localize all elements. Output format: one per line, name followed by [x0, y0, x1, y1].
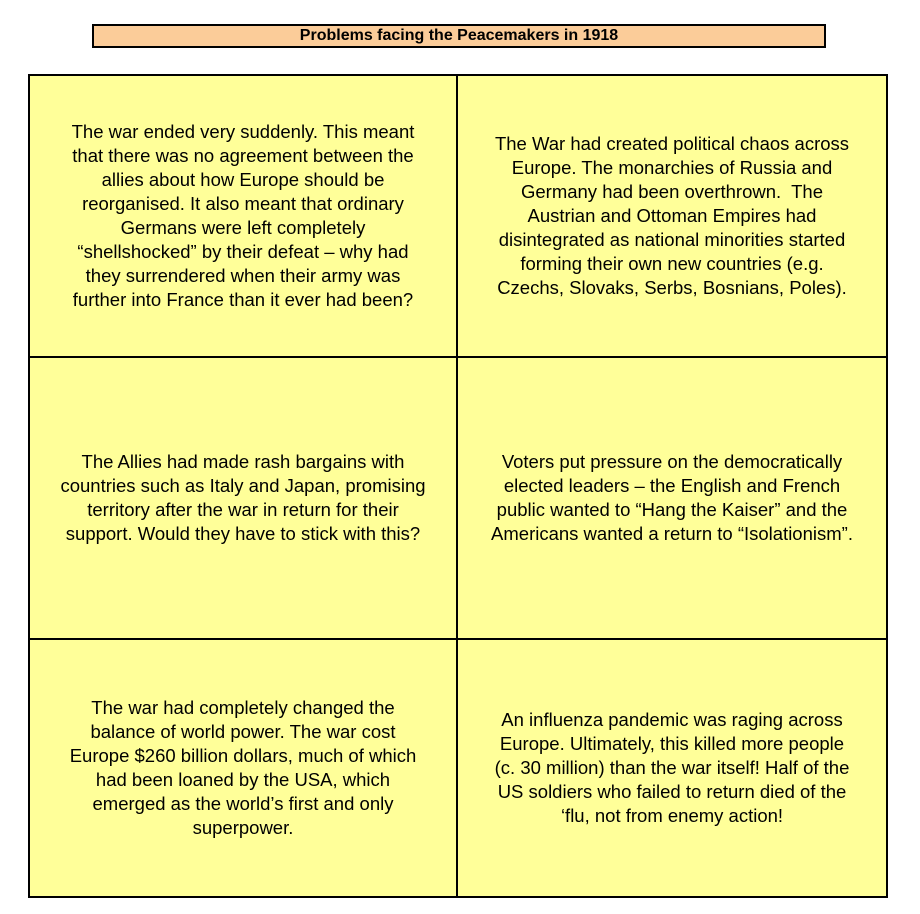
problem-text-line: Germany had been overthrown. The [520, 181, 823, 202]
problem-text-line: that there was no agreement between the [72, 145, 414, 166]
problem-text-line: Europe $260 billion dollars, much of which [69, 745, 417, 766]
problem-text-line: Americans wanted a return to “Isolationism”. [491, 523, 853, 544]
problem-text-line: territory after the war in return for their [87, 499, 399, 520]
problem-text-line: The war had completely changed the [91, 697, 395, 718]
problem-text-line: balance of world power. The war cost [90, 721, 396, 742]
problem-text-line: An influenza pandemic was raging across [501, 709, 843, 730]
problem-text-line: ‘flu, not from enemy action! [560, 805, 784, 826]
problem-text-line: forming their own new countries (e.g. [520, 253, 824, 274]
problem-text-line: had been loaned by the USA, which [95, 769, 391, 790]
problem-cell-sudden-end [30, 76, 458, 358]
problem-text-line: disintegrated as national minorities started [498, 229, 846, 250]
problem-text [495, 132, 849, 300]
title-banner [92, 24, 826, 48]
problem-text-line: support. Would they have to stick with this? [65, 523, 421, 544]
problem-cell-voter-pressure [458, 358, 886, 640]
problem-text-line: further into France than it ever had been? [72, 289, 414, 310]
problem-text-line: emerged as the world’s first and only [92, 793, 394, 814]
problem-text-line: Austrian and Ottoman Empires had [527, 205, 817, 226]
problem-text-line: The Allies had made rash bargains with [81, 451, 405, 472]
problem-text [72, 120, 415, 312]
problem-text [495, 708, 850, 828]
problem-text-line: allies about how Europe should be [101, 169, 385, 190]
problem-text-line: Europe. Ultimately, this killed more people [499, 733, 845, 754]
problem-cell-influenza [458, 640, 886, 896]
problem-text-line: The War had created political chaos across [494, 133, 850, 154]
page-title: Problems facing the Peacemakers in 1918 [299, 27, 619, 44]
problem-text-line: countries such as Italy and Japan, promising [60, 475, 426, 496]
problem-text-line: “shellshocked” by their defeat – why had [77, 241, 409, 262]
problem-text-line: public wanted to “Hang the Kaiser” and the [496, 499, 848, 520]
problem-text-line: Voters put pressure on the democratically [501, 451, 843, 472]
problem-cell-rash-bargains [30, 358, 458, 640]
problem-text-line: US soldiers who failed to return died of the [497, 781, 847, 802]
problem-text-line: Czechs, Slovaks, Serbs, Bosnians, Poles). [497, 277, 847, 298]
problem-text [60, 450, 425, 546]
problem-text-line: The war ended very suddenly. This meant [71, 121, 415, 142]
problem-cell-world-power [30, 640, 458, 896]
problem-text-line: Europe. The monarchies of Russia and [511, 157, 833, 178]
problem-text [491, 450, 853, 546]
problem-text-line: they surrendered when their army was [85, 265, 401, 286]
problem-text [70, 696, 417, 840]
problems-grid [28, 74, 888, 898]
problem-cell-political-chaos [458, 76, 886, 358]
problem-text-line: superpower. [192, 817, 294, 838]
problem-text-line: reorganised. It also meant that ordinary [82, 193, 404, 214]
problem-text-line: (c. 30 million) than the war itself! Half of the [494, 757, 850, 778]
problem-text-line: Germans were left completely [120, 217, 366, 238]
problem-text-line: elected leaders – the English and French [503, 475, 841, 496]
